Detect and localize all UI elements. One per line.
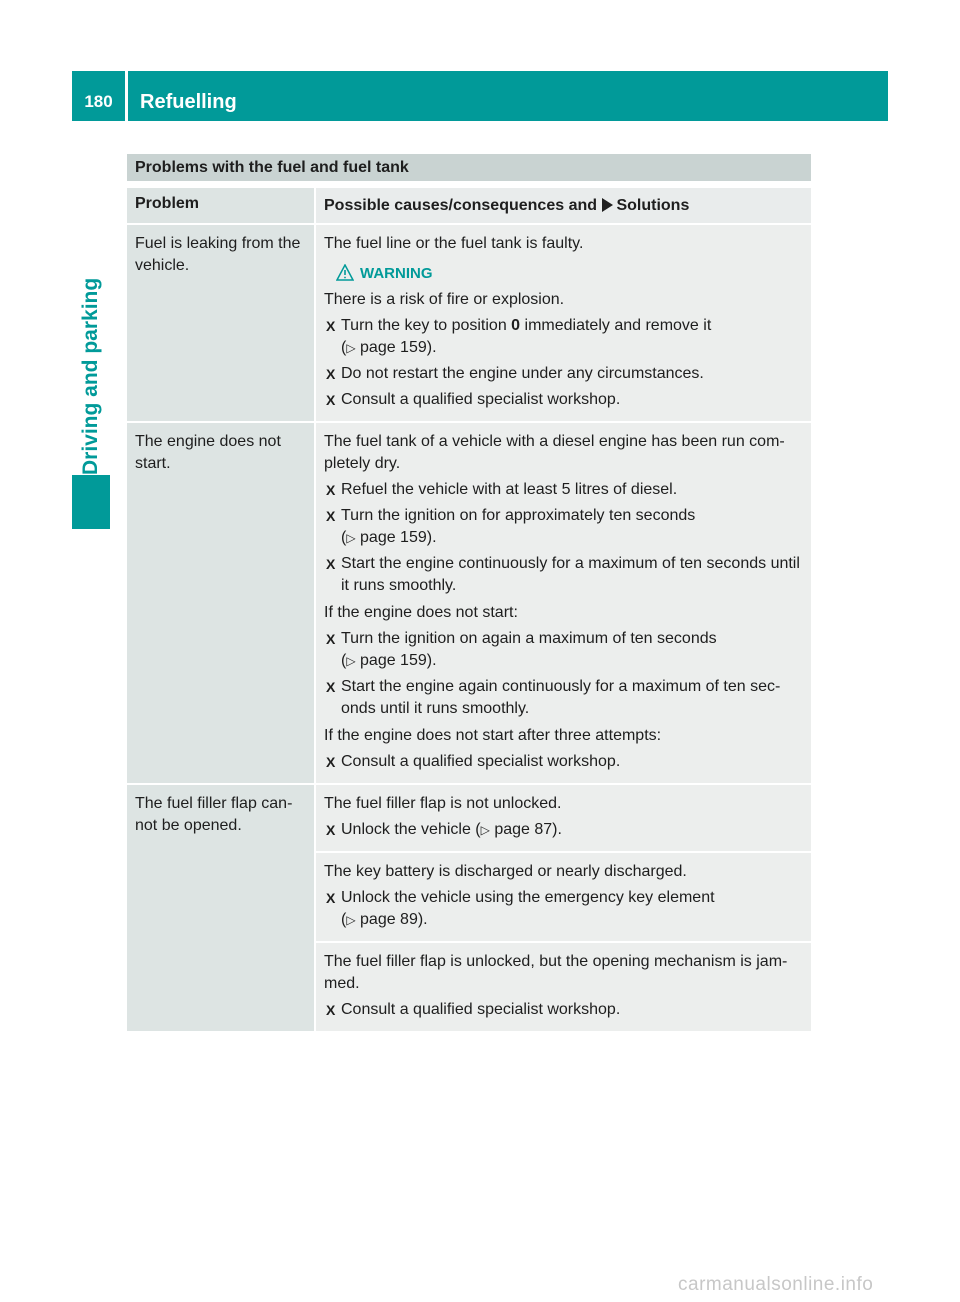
page-number: 180 bbox=[84, 92, 113, 111]
condition-text: If the engine does not start after three attempts: bbox=[324, 727, 662, 744]
step-marker-icon: X bbox=[326, 890, 336, 906]
step-marker-icon: X bbox=[326, 679, 336, 695]
solution-arrow-icon bbox=[602, 198, 613, 212]
table-row bbox=[127, 785, 811, 1031]
watermark: carmanualsonline.info bbox=[678, 1274, 874, 1295]
page-reference[interactable]: page 159). bbox=[360, 339, 437, 356]
page-reference[interactable]: page 87). bbox=[494, 821, 562, 838]
step-marker-icon: X bbox=[326, 366, 336, 382]
page-ref-icon: ▷ bbox=[346, 654, 356, 668]
step: X Do not restart the engine under any circumstances. bbox=[324, 363, 803, 385]
step-marker-icon: X bbox=[326, 392, 336, 408]
header-divider bbox=[125, 71, 128, 121]
page-ref-icon: ▷ bbox=[480, 823, 490, 837]
step-marker-icon: X bbox=[326, 482, 336, 498]
page-reference[interactable]: page 159). bbox=[360, 652, 437, 669]
step-marker-icon: X bbox=[326, 631, 336, 647]
table-row bbox=[127, 225, 811, 421]
cause-text: The key battery is discharged or nearly discharged. bbox=[324, 863, 687, 880]
cause-text: The fuel filler flap is not unlocked. bbox=[324, 795, 562, 812]
condition-text: If the engine does not start: bbox=[324, 604, 518, 621]
page-reference[interactable]: page 159). bbox=[360, 529, 437, 546]
chapter-label: Driving and parking bbox=[79, 277, 102, 475]
step: X Refuel the vehicle with at least 5 litres of diesel. bbox=[324, 479, 803, 501]
step-marker-icon: X bbox=[326, 508, 336, 524]
risk-text: There is a risk of fire or explosion. bbox=[324, 291, 565, 308]
step: X Start the engine continuously for a maximum of ten seconds until it runs smoothly. bbox=[326, 555, 800, 594]
page-ref-icon: ▷ bbox=[346, 341, 356, 355]
step: X Consult a qualified specialist workshop. bbox=[324, 389, 803, 411]
step: X Consult a qualified specialist workshop. bbox=[324, 999, 803, 1021]
step: X Unlock the vehicle using the emergency key element (▷ page 89). bbox=[326, 889, 715, 928]
step: X Turn the ignition on again a maximum of ten seconds (▷ page 159). bbox=[326, 630, 717, 669]
section-title: Refuelling bbox=[140, 91, 237, 113]
step: X Turn the ignition on for approximately ten seconds (▷ page 159). bbox=[326, 507, 696, 546]
table-header-row bbox=[127, 188, 811, 223]
step-marker-icon: X bbox=[326, 1002, 336, 1018]
step: X Turn the key to position 0 immediately and remove it (▷ page 159). bbox=[326, 317, 712, 356]
chapter-tab-marker bbox=[72, 475, 110, 529]
table-row bbox=[127, 423, 811, 783]
page-ref-icon: ▷ bbox=[346, 531, 356, 545]
step: X Unlock the vehicle (▷ page 87). bbox=[324, 819, 803, 841]
cause-text: The fuel tank of a vehicle with a diesel engine has been run completely dry. bbox=[324, 433, 785, 472]
warning-heading: WARNING bbox=[324, 263, 803, 285]
solution-cell bbox=[316, 225, 811, 421]
problem-cell: The engine does not start. bbox=[127, 423, 314, 783]
solution-cell bbox=[316, 423, 811, 783]
cause-text: The fuel filler flap is unlocked, but the opening mechanism is jammed. bbox=[324, 953, 788, 992]
warning-triangle-icon bbox=[336, 264, 354, 281]
cause-text: The fuel line or the fuel tank is faulty. bbox=[324, 235, 584, 252]
table-title: Problems with the fuel and fuel tank bbox=[127, 154, 811, 181]
step-marker-icon: X bbox=[326, 754, 336, 770]
step-marker-icon: X bbox=[326, 318, 336, 334]
step: X Consult a qualified specialist workshop. bbox=[324, 751, 803, 773]
page-ref-icon: ▷ bbox=[346, 913, 356, 927]
header-problem: Problem bbox=[127, 188, 314, 223]
page-reference[interactable]: page 89). bbox=[360, 911, 428, 928]
problems-table bbox=[127, 154, 811, 1031]
solution-cell bbox=[316, 785, 811, 1031]
problem-cell: Fuel is leaking from the vehicle. bbox=[127, 225, 314, 421]
header-solutions: Possible causes/consequences and Solutions bbox=[316, 188, 811, 223]
step: X Start the engine again continuously for a maximum of ten seconds until it runs smoothly. bbox=[326, 678, 781, 717]
step-marker-icon: X bbox=[326, 556, 336, 572]
problem-cell: The fuel filler flap cannot be opened. bbox=[127, 785, 314, 1031]
step-marker-icon: X bbox=[326, 822, 336, 838]
